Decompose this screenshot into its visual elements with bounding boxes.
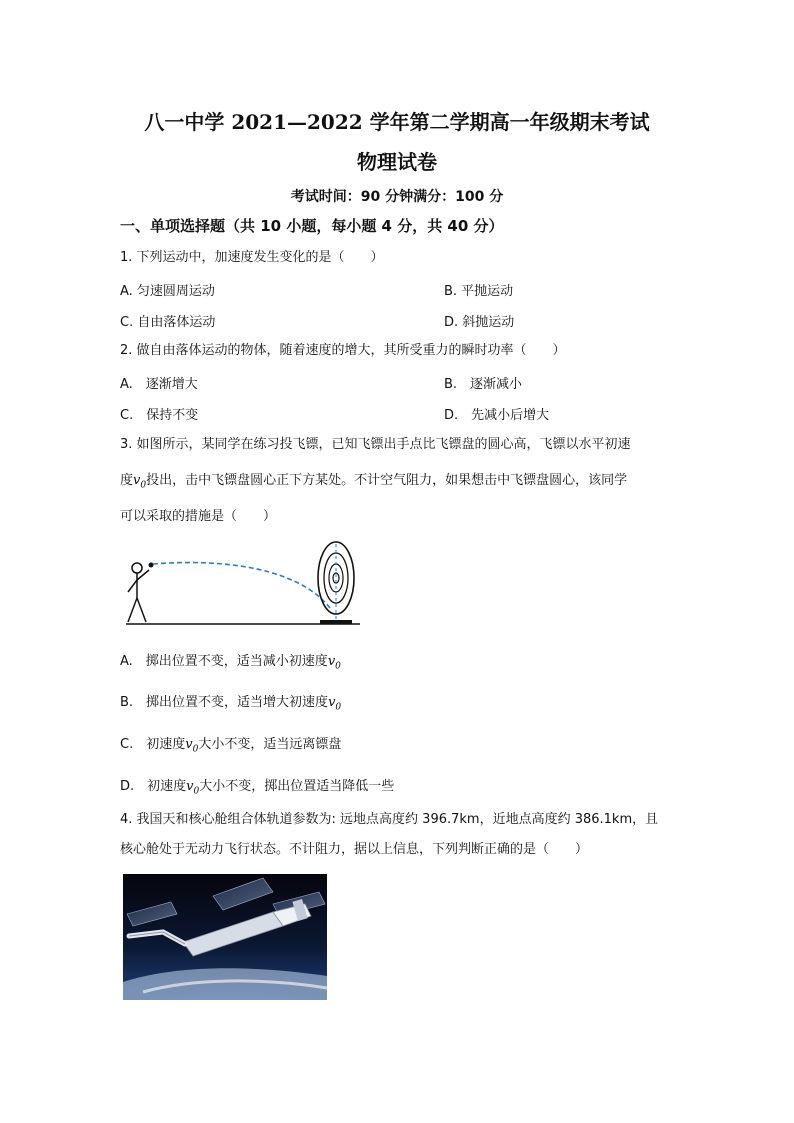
question-2-option-c: C. 保持不变 <box>120 408 199 423</box>
option-text: A. 掷出位置不变，适当减小初速度 <box>120 654 328 669</box>
v-letter: v <box>133 473 141 488</box>
v0-symbol <box>185 737 199 755</box>
v-letter: v <box>327 654 336 669</box>
exam-info: 考试时间：90 分钟满分：100 分 <box>290 189 504 205</box>
stem-text: 投出，击中飞镖盘圆心正下方某处。不计空气阻力，如果想击中飞镖盘圆心，该同学 <box>146 473 628 488</box>
dart-icon <box>149 563 154 568</box>
section-heading: 一、单项选择题（共 10 小题，每小题 4 分，共 40 分） <box>120 217 504 235</box>
question-3-stem-line3: 可以采取的措施是（ ） <box>120 509 277 524</box>
v-letter: v <box>185 737 193 752</box>
v-subscript: 0 <box>335 702 342 713</box>
question-3-stem-line2 <box>120 471 627 496</box>
v0-symbol <box>186 779 200 797</box>
v0-symbol <box>133 473 147 491</box>
v-subscript: 0 <box>140 480 147 491</box>
question-1-stem: 1. 下列运动中，加速度发生变化的是（ ） <box>120 250 384 265</box>
v-letter: v <box>328 695 336 710</box>
thrower-figure-icon <box>128 563 149 622</box>
v-subscript: 0 <box>193 786 200 797</box>
option-text: 大小不变，适当远离镖盘 <box>198 737 342 752</box>
question-3-option-d <box>120 775 394 797</box>
option-text: D. 初速度 <box>120 779 187 794</box>
question-1-option-a: A. 匀速圆周运动 <box>120 284 215 299</box>
question-4-stem-line2: 核心舱处于无动力飞行状态。不计阻力，据以上信息，下列判断正确的是（ ） <box>120 842 589 857</box>
question-4-stem-line1: 4. 我国天和核心舱组合体轨道参数为: 远地点高度约 396.7km，近地点高度约 386.1km，且 <box>120 812 659 827</box>
v0-symbol <box>327 654 341 672</box>
question-3-option-b <box>120 691 341 713</box>
dart-throw-figure <box>120 540 365 630</box>
option-text: B. 掷出位置不变，适当增大初速度 <box>120 695 329 710</box>
v-letter: v <box>186 779 194 794</box>
v-subscript: 0 <box>335 661 341 672</box>
v-subscript: 0 <box>192 744 199 755</box>
question-2-option-a: A. 逐渐增大 <box>120 377 198 392</box>
question-2-option-b: B. 逐渐减小 <box>444 377 523 392</box>
option-text: 大小不变，掷出位置适当降低一些 <box>199 779 395 794</box>
question-3-stem-line1: 3. 如图所示，某同学在练习投飞镖，已知飞镖出手点比飞镖盘的圆心高，飞镖以水平初速 <box>120 437 631 452</box>
space-station-photo <box>123 874 327 1000</box>
question-1-option-b: B. 平抛运动 <box>444 284 514 299</box>
question-2-stem: 2. 做自由落体运动的物体，随着速度的增大，其所受重力的瞬时功率（ ） <box>120 343 566 358</box>
dartboard-stand <box>320 620 352 624</box>
question-1-option-c: C. 自由落体运动 <box>120 315 216 330</box>
question-3-option-c <box>120 733 341 755</box>
question-3-option-a <box>120 650 341 672</box>
question-2-option-d: D. 先减小后增大 <box>444 408 550 423</box>
exam-subject: 物理试卷 <box>357 150 437 174</box>
stem-text: 度 <box>120 473 134 488</box>
exam-title: 八一中学 2021—2022 学年第二学期高一年级期末考试 <box>144 110 650 134</box>
question-1-option-d: D. 斜抛运动 <box>444 315 515 330</box>
option-text: C. 初速度 <box>120 737 186 752</box>
v0-symbol <box>328 695 342 713</box>
dart-trajectory <box>153 563 330 608</box>
